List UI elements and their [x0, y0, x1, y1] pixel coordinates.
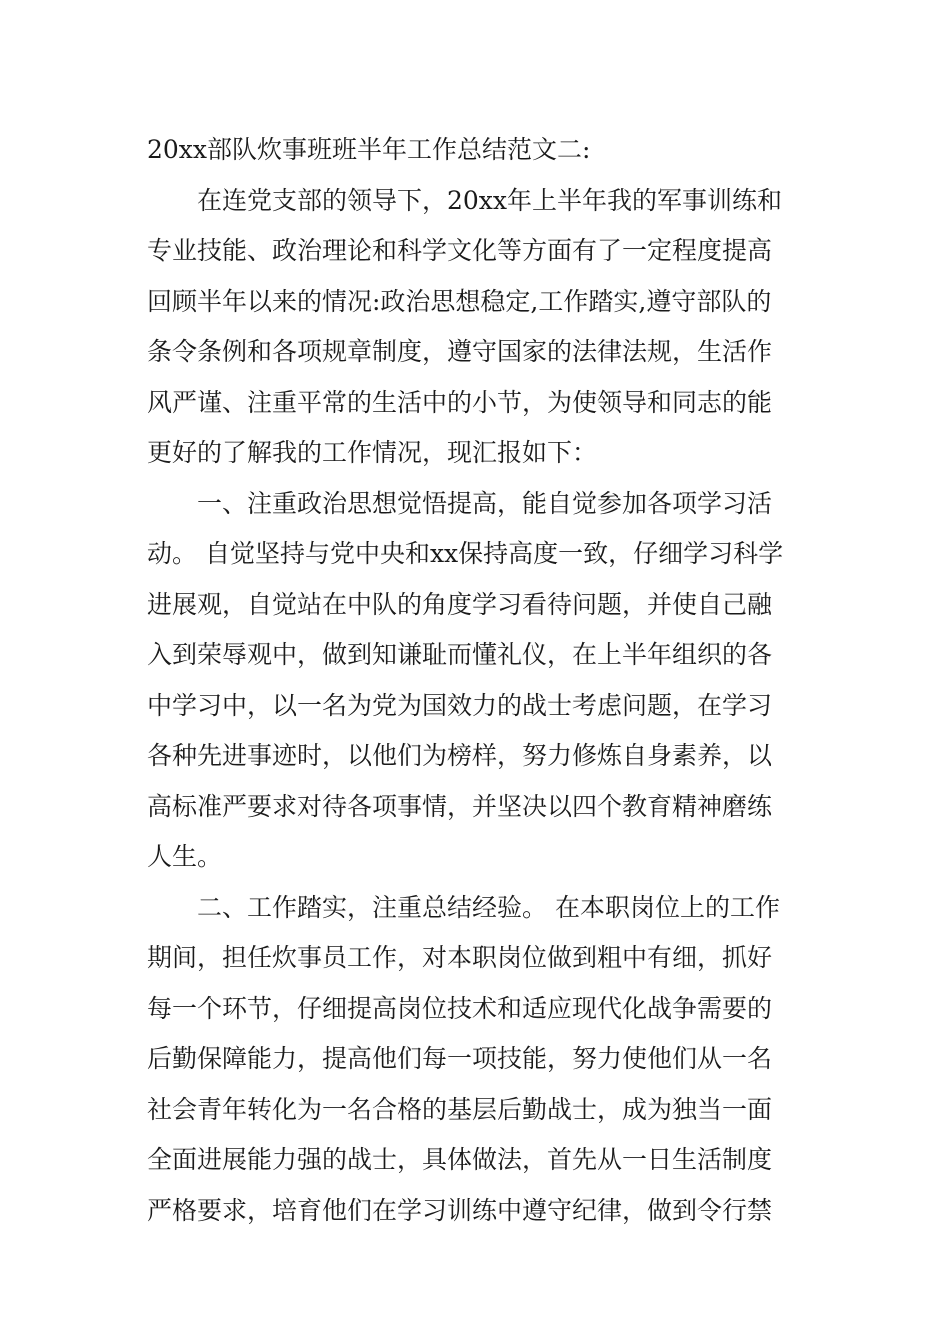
paragraph-1-line-3: 回顾半年以来的情况:政治思想稳定,工作踏实,遵守部队的 — [147, 286, 772, 316]
paragraph-3-line-7: 严格要求，培育他们在学习训练中遵守纪律，做到令行禁 — [147, 1195, 773, 1225]
paragraph-3-line-5: 社会青年转化为一名合格的基层后勤战士，成为独当一面 — [147, 1094, 773, 1124]
paragraph-2-line-6: 各种先进事迹时，以他们为榜样，努力修炼自身素养，以 — [147, 741, 773, 770]
paragraph-3-line-1: 二、工作踏实，注重总结经验。 在本职岗位上的工作 — [197, 892, 780, 922]
paragraph-1-line-5: 风严谨、注重平常的生活中的小节，为使领导和同志的能 — [147, 387, 773, 417]
paragraph-3-line-4: 后勤保障能力，提高他们每一项技能，努力使他们从一名 — [147, 1044, 773, 1073]
paragraph-2-line-5: 中学习中，以一名为党为国效力的战士考虑问题，在学习 — [147, 690, 773, 720]
document-body — [147, 125, 815, 1236]
paragraph-2-line-1: 一、注重政治思想觉悟提高，能自觉参加各项学习活 — [197, 488, 773, 518]
paragraph-1-line-1: 在连党支部的领导下，20xx年上半年我的军事训练和 — [197, 185, 783, 215]
paragraph-3-line-3: 每一个环节，仔细提高岗位技术和适应现代化战争需要的 — [147, 993, 773, 1023]
paragraph-2-line-7: 高标准严要求对待各项事情，并坚决以四个教育精神磨练 — [147, 791, 773, 821]
paragraph-2-line-8: 人生。 — [147, 842, 223, 871]
paragraph-3-line-2: 期间，担任炊事员工作，对本职岗位做到粗中有细，抓好 — [147, 943, 773, 972]
paragraph-1-line-6: 更好的了解我的工作情况，现汇报如下： — [147, 438, 598, 467]
paragraph-3-line-6: 全面进展能力强的战士，具体做法，首先从一日生活制度 — [147, 1145, 773, 1174]
paragraph-2-line-2: 动。 自觉坚持与党中央和xx保持高度一致，仔细学习科学 — [147, 539, 784, 568]
paragraph-2-line-3: 进展观，自觉站在中队的角度学习看待问题，并使自己融 — [147, 589, 773, 619]
paragraph-1-line-2: 专业技能、政治理论和科学文化等方面有了一定程度提高 — [147, 236, 773, 265]
document-heading: 20xx部队炊事班班半年工作总结范文二: — [147, 135, 591, 164]
paragraph-1-line-4: 条令条例和各项规章制度，遵守国家的法律法规，生活作 — [147, 337, 773, 366]
paragraph-2-line-4: 入到荣辱观中，做到知谦耻而懂礼仪，在上半年组织的各 — [147, 640, 773, 669]
